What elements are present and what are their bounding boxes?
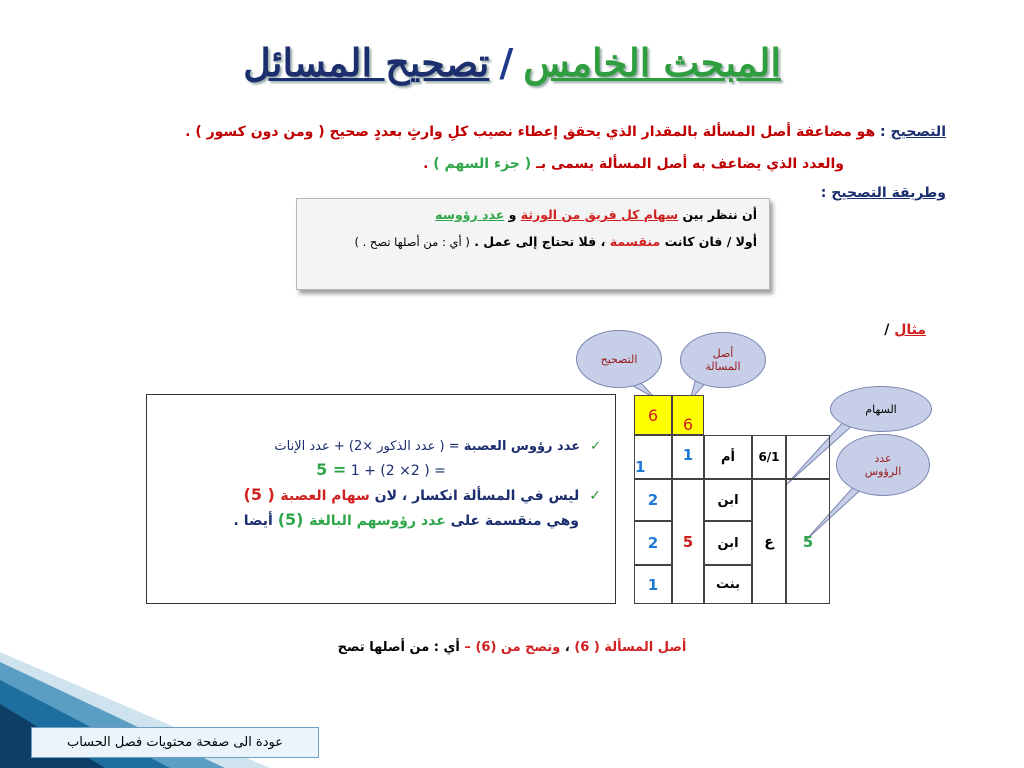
rule-r1-a: أن ننظر بين [678, 207, 757, 222]
rule-r2-a: أولا / فان كانت [660, 234, 757, 249]
explanation-line-3 [161, 485, 601, 504]
table-asaba: ع [752, 479, 786, 604]
table-r4-heir: بنت [704, 565, 752, 604]
method-colon: : [820, 185, 832, 201]
explanation-l3-b: سهام العصبة [280, 488, 370, 504]
explanation-l1-b: = ( عدد الذكور ×2) + عدد الإناث [274, 439, 464, 454]
table-r3-left: 2 [634, 521, 672, 565]
title-separator: / [499, 40, 514, 85]
title-part2: تصحيح المسائل [243, 40, 490, 85]
definition-line2-c: . [423, 156, 434, 172]
explanation-l2-b: = 5 [316, 460, 347, 479]
table-asaba-shares: 5 [786, 479, 830, 604]
summary-line [0, 640, 1024, 655]
back-to-contents-label: عودة الى صفحة محتويات فصل الحساب [66, 735, 284, 750]
correction-bubble [576, 330, 662, 388]
rule-r1-d: عدد رؤوسه [435, 207, 505, 222]
definition-label: التصحيح [890, 124, 946, 140]
correction-bubble-label: التصحيح [600, 352, 638, 366]
table-r1-heir: أم [704, 435, 752, 479]
explanation-l2-a: = ( 2× 2) + 1 [346, 463, 446, 479]
rule-r1-b: سهام كل فريق من الورثة [520, 207, 679, 222]
explanation-l1-a: عدد رؤوس العصبة [463, 439, 581, 454]
definition-text: هو مضاعفة أصل المسألة بالمقدار الذي يحقق إعطاء نصيب كلِ وارثٍ بعددٍ صحيح ( ومن دون كسور ) . [185, 124, 876, 140]
table-r2-heir: ابن [704, 479, 752, 521]
table-r1-mid: 1 [672, 435, 704, 479]
origin-bubble-label: أصل المسالة [705, 347, 741, 373]
summary-d: أي : من أصلها تصح [337, 640, 460, 655]
table-asaba-mid: 5 [672, 479, 704, 604]
rule-r2-b: منقسمة [609, 234, 661, 249]
origin-bubble [680, 332, 766, 388]
explanation-l4-d: أيضا . [233, 513, 278, 529]
explanation-box [146, 394, 616, 604]
summary-a: أصل المسألة ( 6) [569, 640, 687, 655]
method-label: وطريقة التصحيح [831, 185, 946, 201]
table-top-left: 6 [634, 395, 672, 435]
shares-bubble [830, 386, 932, 432]
table-r1-left: 1 [634, 435, 672, 479]
table-r1-empty [786, 435, 830, 479]
rule-r2-c: ، فلا تحتاج إلى عمل . [469, 234, 610, 249]
explanation-line-2 [161, 460, 601, 479]
explanation-line-1 [161, 439, 601, 454]
shares-bubble-label: السهام [865, 402, 897, 416]
example-slash: / [884, 322, 895, 338]
explanation-l3-c: ( 5) [243, 485, 281, 504]
definition-line2-b: ( جزء السهم ) [433, 156, 532, 172]
explanation-l4-a: وهي منقسمة على [445, 513, 579, 529]
explanation-l4-b: عدد رؤوسهم البالغة [309, 513, 446, 529]
table-r1-share: 6/1 [752, 435, 786, 479]
heads-bubble [836, 434, 930, 496]
table-r4-left: 1 [634, 565, 672, 604]
table-top-right: 6 [672, 395, 704, 435]
explanation-l3-a: ليس في المسألة انكسار ، لان [369, 488, 580, 504]
check-icon: ✓ [590, 439, 601, 454]
rule-r2-d: ( أي : من أصلها تصح . ) [354, 235, 470, 249]
back-to-contents-link[interactable] [31, 727, 319, 758]
table-r2-left: 2 [634, 479, 672, 521]
title-part1: المبحث الخامس [523, 40, 781, 85]
heads-bubble-label: عدد الرؤوس [864, 452, 902, 478]
rule-r1-c: و [504, 207, 521, 222]
explanation-line-4 [161, 510, 579, 529]
definition-line2-a: والعدد الذي يضاعف به أصل المسألة يسمى بـ [531, 156, 844, 172]
definition-colon: : [875, 124, 891, 140]
summary-b: ، [560, 640, 570, 655]
table-r3-heir: ابن [704, 521, 752, 565]
summary-c: وتصح من (6) – [459, 640, 561, 655]
check-icon: ✓ [589, 488, 601, 504]
example-label: مثال [894, 322, 926, 338]
explanation-l4-c: (5) [277, 510, 310, 529]
